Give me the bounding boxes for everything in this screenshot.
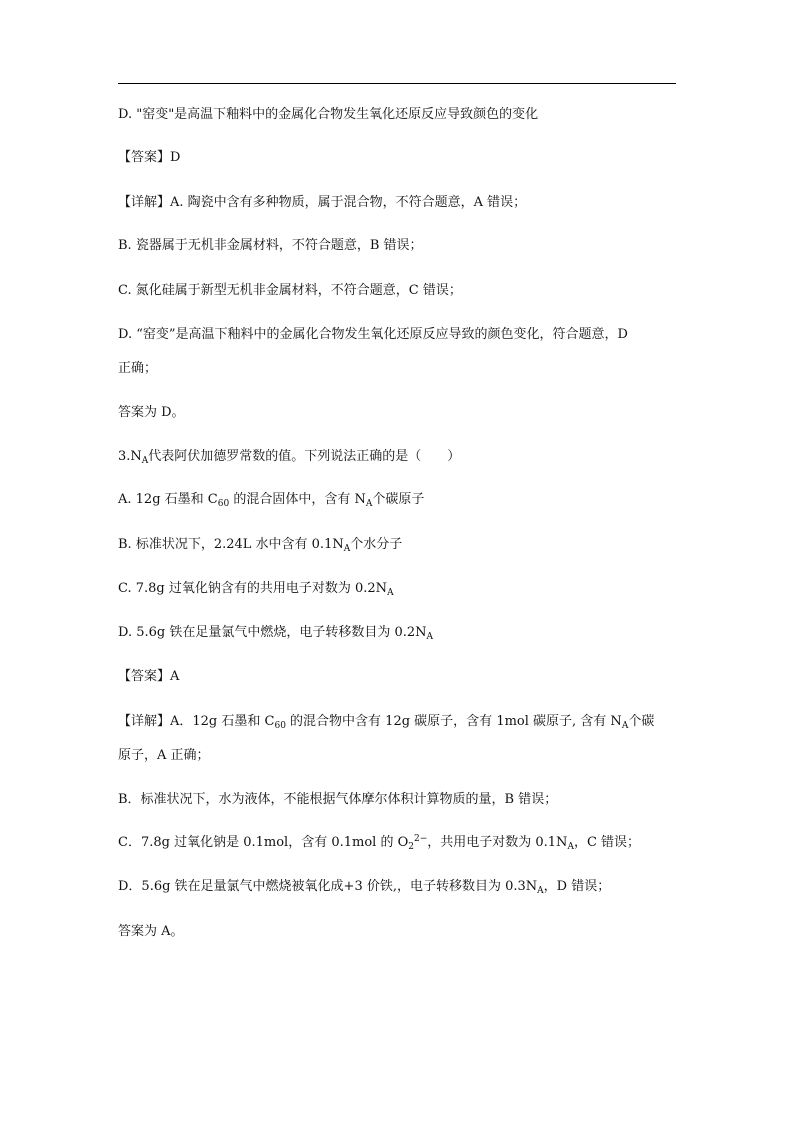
text-line-q2-explain-d-cont: [118, 360, 157, 378]
text-line-q2-answer: [118, 149, 180, 167]
text-run: ，C 错误；: [573, 835, 641, 850]
text-run: 【答案】A: [118, 669, 180, 684]
text-run: D．5.6g 铁在足量氯气中燃烧被氧化成+3 价铁,，电子转移数目为 0.3N: [118, 879, 538, 894]
text-run: C. 7.8g 过氧化钠含有的共用电子对数为 0.2N: [118, 581, 388, 596]
text-line-q3-option-b: [118, 536, 402, 554]
text-run: 正确；: [118, 361, 158, 376]
subscript: A: [387, 588, 394, 598]
text-line-q3-explain-a-cont: [118, 747, 210, 765]
text-line-q2-explain-a: [118, 194, 526, 212]
text-run: ，D 错误；: [543, 879, 611, 894]
subscript: A: [537, 886, 544, 896]
text-run: 个碳原子: [372, 492, 425, 507]
subscript: 60: [217, 499, 230, 509]
text-run: 3.N: [118, 449, 142, 464]
text-run: 【答案】D: [118, 150, 181, 165]
subscript: A: [365, 499, 373, 509]
superscript: 2−: [413, 834, 428, 844]
text-run: C．7.8g 过氧化钠是 0.1mol，含有 0.1mol 的 O: [118, 835, 409, 850]
text-run: 的混合固体中，含有 N: [229, 492, 366, 507]
subscript: 60: [274, 721, 286, 731]
text-run: 【详解】A. 陶瓷中含有多种物质，属于混合物，不符合题意，A 错误；: [118, 195, 527, 210]
text-line-q3-explain-d: [118, 878, 610, 896]
text-run: 原子，A 正确；: [118, 748, 210, 763]
text-line-q3-conclusion: [118, 923, 184, 941]
subscript: A: [426, 632, 434, 642]
subscript: A: [567, 842, 574, 852]
subscript: 2: [408, 842, 414, 852]
text-run: 答案为 D。: [118, 405, 185, 420]
text-line-q3-answer: [118, 668, 179, 686]
text-run: 答案为 A。: [118, 924, 184, 939]
text-run: 个水分子: [350, 537, 403, 552]
text-run: B. 标准状况下，2.24L 水中含有 0.1N: [118, 537, 344, 552]
text-run: B. 瓷器属于无机非金属材料，不符合题意，B 错误；: [118, 238, 423, 253]
text-line-q3-explain-b: [118, 791, 557, 809]
subscript: A: [141, 456, 149, 466]
text-line-q3-explain-a: [118, 713, 654, 731]
header-rule: [118, 83, 676, 84]
text-line-q3-explain-c: [118, 834, 640, 852]
text-run: ，共用电子对数为 0.1N: [427, 835, 568, 850]
text-run: B．标准状况下，水为液体，不能根据气体摩尔体积计算物质的量，B 错误；: [118, 792, 558, 807]
subscript: A: [343, 544, 351, 554]
text-line-q3-option-a: [118, 491, 424, 509]
text-line-q3-stem: [118, 448, 460, 466]
text-line-q3-option-c: [118, 580, 394, 598]
text-run: C. 氮化硅属于新型无机非金属材料，不符合题意，C 错误；: [118, 283, 462, 298]
text-line-q3-option-d: [118, 624, 433, 642]
text-run: D. “窑变”是高温下釉料中的金属化合物发生氧化还原反应导致的颜色变化，符合题意，D: [118, 327, 628, 342]
text-run: 【详解】A．12g 石墨和 C: [118, 714, 275, 729]
text-run: A. 12g 石墨和 C: [118, 492, 218, 507]
text-line-q2-explain-d: [118, 326, 628, 344]
text-line-q2-explain-b: [118, 237, 423, 255]
subscript: A: [621, 721, 629, 731]
text-run: D. 5.6g 铁在足量氯气中燃烧，电子转移数目为 0.2N: [118, 625, 427, 640]
text-run: 的混合物中含有 12g 碳原子，含有 1mol 碳原子, 含有 N: [285, 714, 622, 729]
text-line-q2-explain-c: [118, 282, 462, 300]
text-run: D. "窑变"是高温下釉料中的金属化合物发生氧化还原反应导致颜色的变化: [118, 107, 539, 122]
text-run: 代表阿伏加德罗常数的值。下列说法正确的是（ ）: [148, 449, 461, 464]
text-line-q2-conclusion: [118, 404, 185, 422]
text-run: 个碳: [628, 714, 655, 729]
text-line-q2-option-d: [118, 106, 538, 124]
